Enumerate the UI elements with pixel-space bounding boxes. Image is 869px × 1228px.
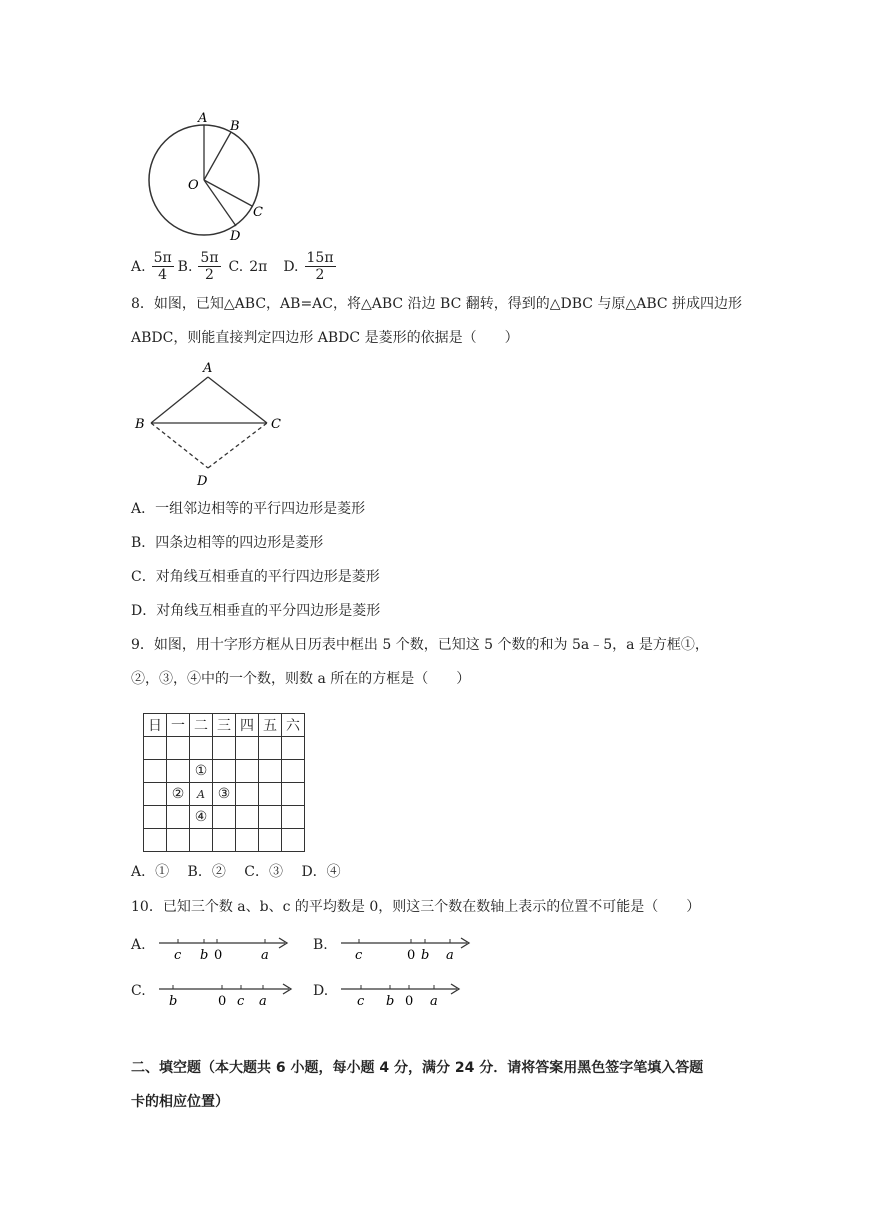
q7-option-b-label: B.: [177, 258, 193, 275]
q10-stem: 10．已知三个数 a、b、c 的平均数是 0，则这三个数在数轴上表示的位置不可能是（ ）: [131, 899, 701, 915]
numberline-a-label: b: [200, 948, 209, 963]
q7-option-b-fraction: $\frac{5\pi}{2}$: [200, 250, 219, 283]
numberline-c-label: a: [259, 994, 267, 1009]
box-four: ④: [190, 806, 213, 829]
box-three: ③: [213, 783, 236, 806]
numberline-d: [337, 976, 477, 1010]
numberline-b: [337, 930, 477, 964]
numberline-d-label: c: [357, 994, 365, 1009]
label-C: C: [253, 205, 263, 220]
calendar-row: [144, 829, 305, 852]
label-B: B: [230, 119, 240, 134]
q8-option-c: C．对角线互相垂直的平行四边形是菱形: [131, 569, 380, 585]
label-O: O: [188, 178, 199, 193]
section2-heading-line2: 卡的相应位置）: [131, 1094, 229, 1110]
numberline-c-label: c: [237, 994, 245, 1009]
label-A: A: [198, 111, 208, 126]
numberline-d-label: a: [430, 994, 438, 1009]
rhombus-label-C: C: [271, 417, 281, 432]
q7-option-c-text: 2π: [249, 258, 268, 275]
calendar-header: 二: [190, 714, 213, 737]
q7-option-d-label: D.: [283, 258, 299, 275]
q8-option-d: D．对角线互相垂直的平分四边形是菱形: [131, 603, 381, 619]
q8-stem-line2: ABDC，则能直接判定四边形 ABDC 是菱形的依据是（ ）: [131, 330, 519, 346]
calendar-header: 三: [213, 714, 236, 737]
calendar-grid: [143, 713, 305, 852]
q7-option-c-label: C.: [228, 258, 244, 275]
q8-option-b: B．四条边相等的四边形是菱形: [131, 535, 324, 551]
numberline-b-label: a: [446, 948, 454, 963]
calendar-header: 一: [167, 714, 190, 737]
calendar-header: 六: [282, 714, 305, 737]
numberline-a-label: 0: [214, 948, 223, 963]
calendar-header-row: [144, 714, 305, 737]
q9-stem-line2: ②，③，④中的一个数，则数 a 所在的方框是（ ）: [131, 671, 471, 687]
calendar-row: [144, 737, 305, 760]
numberline-b-label: c: [355, 948, 363, 963]
q7-option-a-fraction: $\frac{5\pi}{4}$: [153, 250, 172, 283]
q10-option-c-label: C.: [131, 983, 146, 999]
numberline-c: [155, 976, 295, 1010]
q9-stem-line1: 9．如图，用十字形方框从日历表中框出 5 个数，已知这 5 个数的和为 5a﹣5，a 是方框①，: [131, 637, 709, 653]
q7-option-d-fraction: $\frac{15\pi}{2}$: [306, 250, 334, 283]
label-D: D: [230, 229, 241, 243]
numberline-b-label: b: [421, 948, 430, 963]
section2-heading-line1: 二、填空题（本大题共 6 小题，每小题 4 分，满分 24 分．请将答案用黑色签字笔填入答题: [131, 1060, 704, 1076]
q8-stem-line1: 8．如图，已知△ABC，AB=AC，将△ABC 沿边 BC 翻转，得到的△DBC 与原△ABC 拼成四边形: [131, 296, 743, 312]
circle-figure: [140, 108, 270, 243]
rhombus-label-B: B: [135, 417, 145, 432]
q8-option-a: A．一组邻边相等的平行四边形是菱形: [131, 501, 366, 517]
calendar-row: [144, 760, 305, 783]
box-two: ②: [167, 783, 190, 806]
calendar-row: [144, 783, 305, 806]
calendar-header: 四: [236, 714, 259, 737]
numberline-d-label: b: [386, 994, 395, 1009]
q10-option-b-label: B.: [313, 937, 328, 953]
rhombus-label-D: D: [197, 474, 208, 489]
rhombus-label-A: A: [203, 361, 213, 376]
box-center: A: [190, 783, 213, 806]
q7-options: [131, 250, 340, 283]
calendar-header: 五: [259, 714, 282, 737]
numberline-a-label: a: [261, 948, 269, 963]
box-one: ①: [190, 760, 213, 783]
q10-option-d-label: D.: [313, 983, 329, 999]
calendar-header: 日: [144, 714, 167, 737]
numberline-b-label: 0: [407, 948, 416, 963]
calendar-row: [144, 806, 305, 829]
numberline-a: [155, 930, 295, 964]
numberline-c-label: b: [169, 994, 178, 1009]
q9-options: A．① B．② C．③ D．④: [131, 864, 341, 880]
numberline-d-label: 0: [405, 994, 414, 1009]
numberline-c-label: 0: [218, 994, 227, 1009]
numberline-a-label: c: [174, 948, 182, 963]
q7-option-a-label: A.: [131, 258, 146, 275]
q10-option-a-label: A.: [131, 937, 146, 953]
rhombus-figure: [131, 358, 291, 490]
